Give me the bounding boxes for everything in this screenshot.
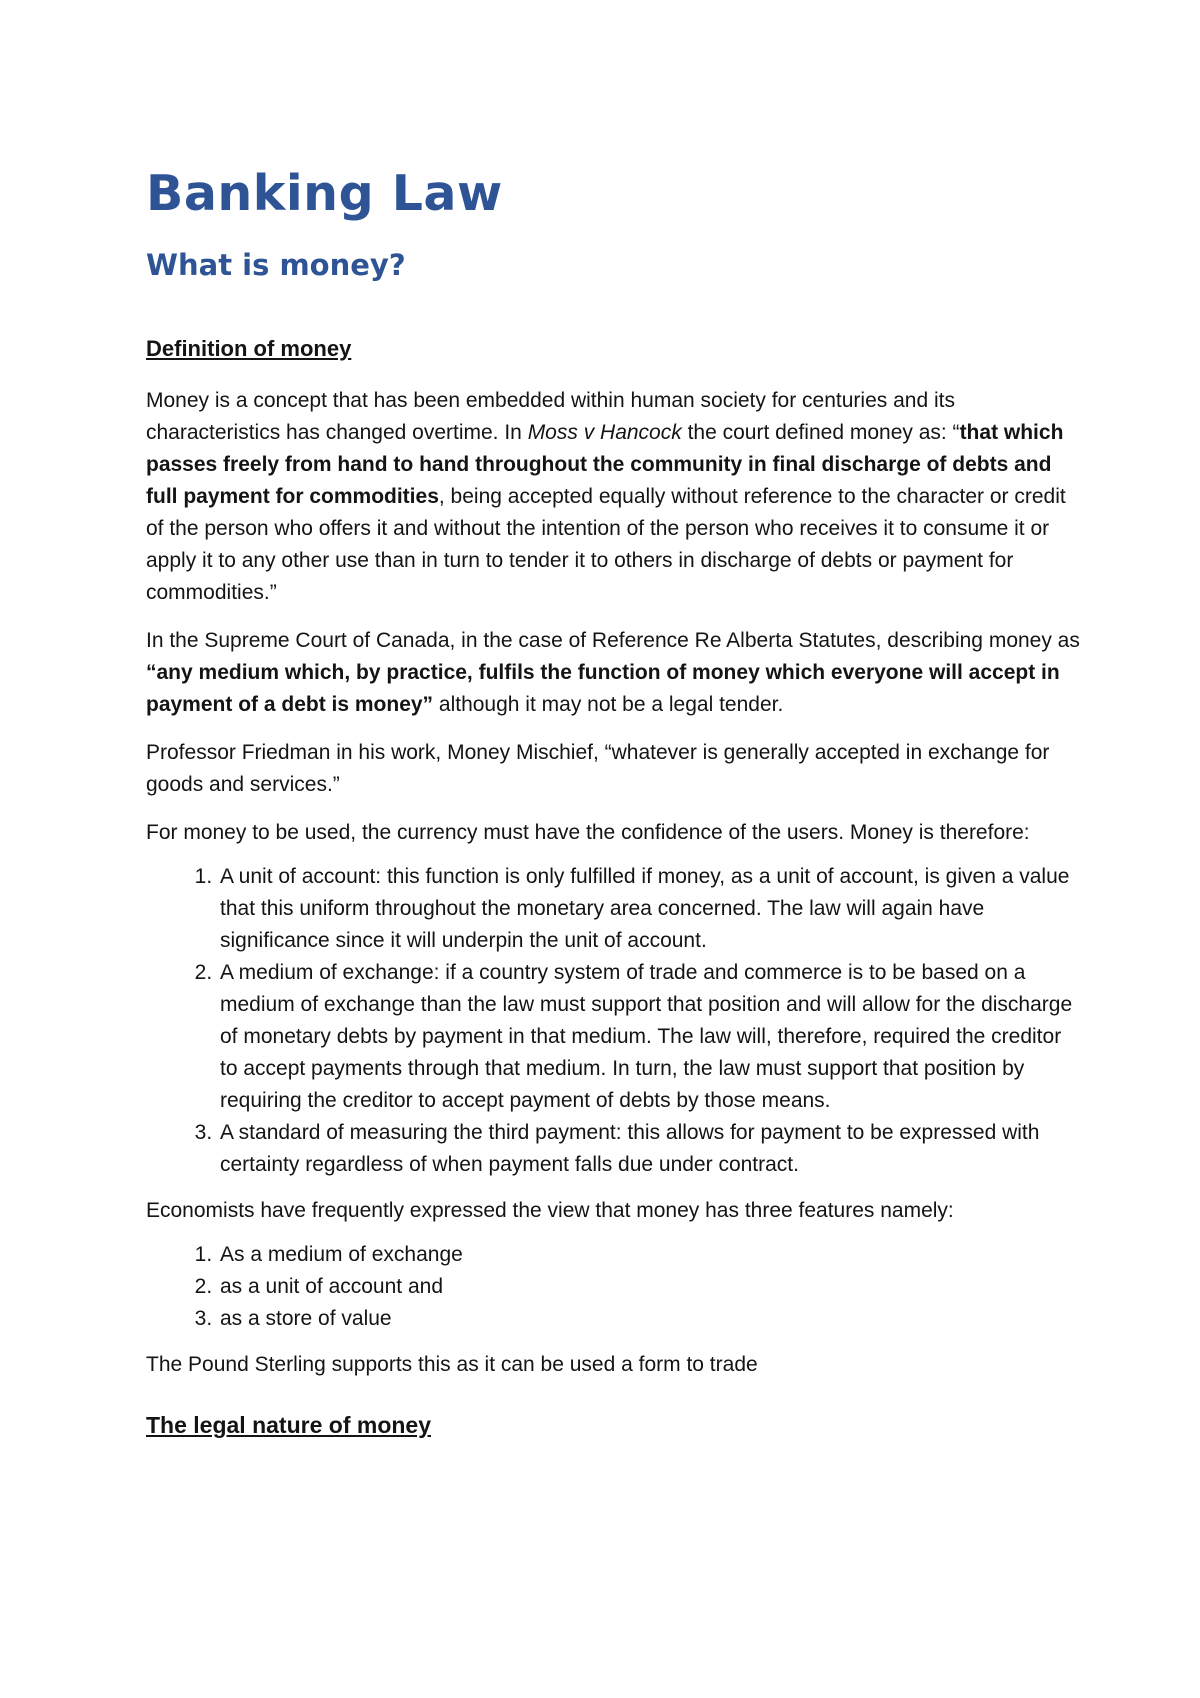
list-item: 1. As a medium of exchange [218,1239,1082,1271]
section-heading-legal-nature: The legal nature of money [146,1412,431,1439]
paragraph-confidence: For money to be used, the currency must have the confidence of the users. Money is therefore: [146,821,1030,845]
list-item: 1. A unit of account: this function is only fulfilled if money, as a unit of account, is given a value that this uniform throughout the monetary area concerned. The law will again have significance since it will underpin the unit of account. [218,861,1082,957]
paragraph-supreme-court-canada [146,625,1082,721]
p2-text-a: In the Supreme Court of Canada, in the case of Reference Re Alberta Statutes, describing money as [146,629,1080,653]
p2-text-b: although it may not be a legal tender. [433,693,784,717]
section-heading-definition: Definition of money [146,335,352,361]
p1-text-b: the court defined money as: “ [681,421,960,445]
document-subtitle: What is money? [146,247,406,282]
functions-list [146,861,1082,1181]
p2-bold-quote: “any medium which, by practice, fulfils the function of money which everyone will accept in payment of a debt is money” [146,661,1060,717]
p1-bold-quote: that which passes freely from hand to hand throughout the community in final discharge of debts and full payment for commodities [146,421,1064,509]
paragraph-pound-sterling: The Pound Sterling supports this as it can be used a form to trade [146,1353,758,1377]
document-title: Banking Law [146,165,503,222]
features-list [146,1239,1082,1335]
paragraph-moss-v-hancock [146,385,1082,609]
p1-text-c: , being accepted equally without reference to the character or credit of the person who offers it and without the intention of the person who receives it to consume it or apply it to any other use than in turn to tender it to others in discharge of debts or payment for commodities.” [146,485,1066,605]
list-item: 2. A medium of exchange: if a country system of trade and commerce is to be based on a medium of exchange than the law must support that position and will allow for the discharge of monetary debts by payment in that medium. The law will, therefore, required the creditor to accept payments through that medium. In turn, the law must support that position by requiring the creditor to accept payment of debts by those means. [218,957,1082,1117]
p1-text-a: Money is a concept that has been embedded within human society for centuries and its characteristics has changed overtime. In [146,389,955,445]
paragraph-economists: Economists have frequently expressed the view that money has three features namely: [146,1199,954,1223]
list-item: 2. as a unit of account and [218,1271,1082,1303]
list-item: 3. as a store of value [218,1303,1082,1335]
case-name-moss-v-hancock: Moss v Hancock [527,421,682,445]
list-item: 3. A standard of measuring the third payment: this allows for payment to be expressed with certainty regardless of when payment falls due under contract. [218,1117,1082,1181]
paragraph-friedman: Professor Friedman in his work, Money Mischief, “whatever is generally accepted in exchange for goods and services.” [146,741,1050,797]
